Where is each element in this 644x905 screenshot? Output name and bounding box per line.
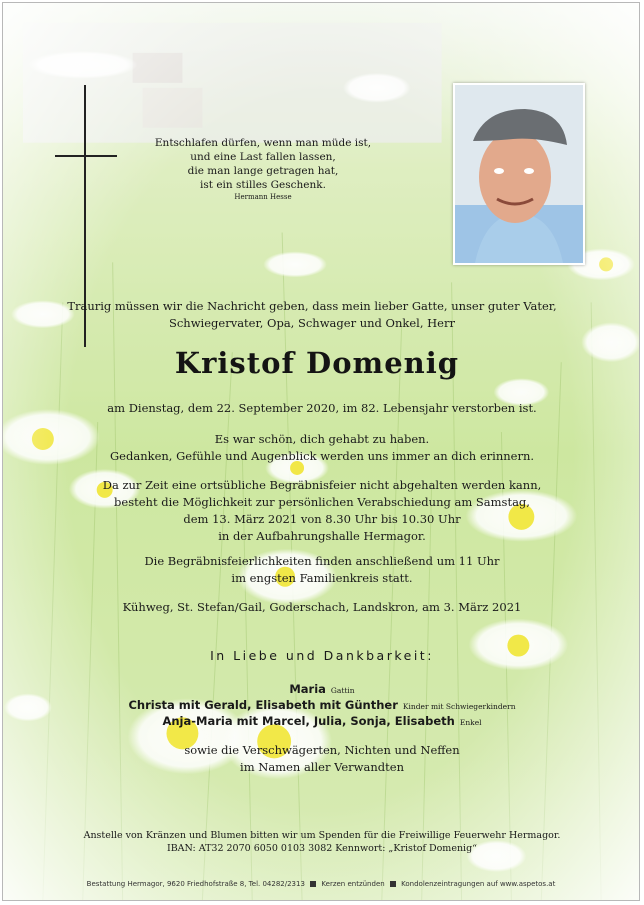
poem-author: Hermann Hesse	[234, 193, 292, 201]
square-bullet-icon	[390, 881, 396, 887]
donation-line: IBAN: AT32 2070 6050 0103 3082 Kennwort: „Kristof Domenig“	[166, 843, 478, 854]
place-date: Kühweg, St. Stefan/Gail, Goderschach, Landskron, am 3. März 2021	[122, 600, 522, 614]
family-names: Maria	[289, 682, 326, 696]
announcement-intro	[2, 298, 631, 332]
light-candle-link[interactable]: Kerzen entzünden	[321, 880, 385, 888]
farewell-line: in der Aufbahrungshalle Hermagor.	[218, 529, 426, 543]
cross-horizontal	[55, 155, 117, 157]
relatives-text	[3, 742, 640, 776]
memory-text	[3, 431, 640, 465]
deceased-name: Kristof Domenig	[174, 346, 460, 380]
family-relation: Enkel	[459, 718, 482, 727]
poem-line: und eine Last fallen lassen,	[190, 151, 336, 163]
farewell-info	[3, 477, 640, 545]
memory-line: Es war schön, dich gehabt zu haben.	[214, 432, 430, 446]
poem-line: ist ein stilles Geschenk.	[200, 179, 326, 191]
funeral-line: im engsten Familienkreis statt.	[231, 571, 413, 585]
donation-line: Anstelle von Kränzen und Blumen bitten wir um Spenden für die Freiwillige Feuerwehr Hermagor.	[83, 830, 561, 841]
condolence-link[interactable]: Kondolenzeintragungen auf www.aspetos.at	[401, 880, 556, 888]
intro-line: Schwiegervater, Opa, Schwager und Onkel, Herr	[168, 316, 455, 330]
funeral-line: Die Begräbnisfeierlichkeiten finden anschließend um 11 Uhr	[144, 554, 500, 568]
relatives-line: sowie die Verschwägerten, Nichten und Neffen	[184, 743, 460, 757]
family-relation: Gattin	[330, 686, 355, 695]
family-names: Anja-Maria mit Marcel, Julia, Sonja, Elisabeth	[162, 714, 455, 728]
poem-line: die man lange getragen hat,	[187, 165, 339, 177]
obituary-card	[2, 2, 640, 901]
poem-line: Entschlafen dürfen, wenn man müde ist,	[154, 137, 372, 149]
farewell-line: Da zur Zeit eine ortsübliche Begräbnisfeier nicht abgehalten werden kann,	[102, 478, 542, 492]
farewell-line: besteht die Möglichkeit zur persönlichen Verabschiedung am Samstag,	[114, 495, 530, 509]
relatives-line: im Namen aller Verwandten	[240, 760, 404, 774]
farewell-line: dem 13. März 2021 von 8.30 Uhr bis 10.30 Uhr	[183, 512, 461, 526]
portrait-photo	[453, 83, 585, 265]
square-bullet-icon	[310, 881, 316, 887]
memory-line: Gedanken, Gefühle und Augenblick werden uns immer an dich erinnern.	[109, 449, 535, 463]
death-date: am Dienstag, dem 22. September 2020, im 82. Lebensjahr verstorben ist.	[107, 401, 537, 415]
donation-note	[3, 829, 640, 855]
footer	[3, 880, 639, 888]
funeral-home-info: Bestattung Hermagor, 9620 Friedhofstraße 8, Tel. 04282/2313	[86, 880, 305, 888]
gratitude-heading: In Liebe und Dankbarkeit:	[210, 648, 434, 663]
intro-line: Traurig müssen wir die Nachricht geben, dass mein lieber Gatte, unser guter Vater,	[67, 299, 557, 313]
family-relation: Kinder mit Schwiegerkindern	[402, 702, 516, 711]
family-names: Christa mit Gerald, Elisabeth mit Günther	[128, 698, 398, 712]
family-row	[3, 713, 640, 731]
portrait-image	[455, 85, 583, 263]
poem	[153, 136, 373, 203]
funeral-info	[3, 553, 640, 587]
